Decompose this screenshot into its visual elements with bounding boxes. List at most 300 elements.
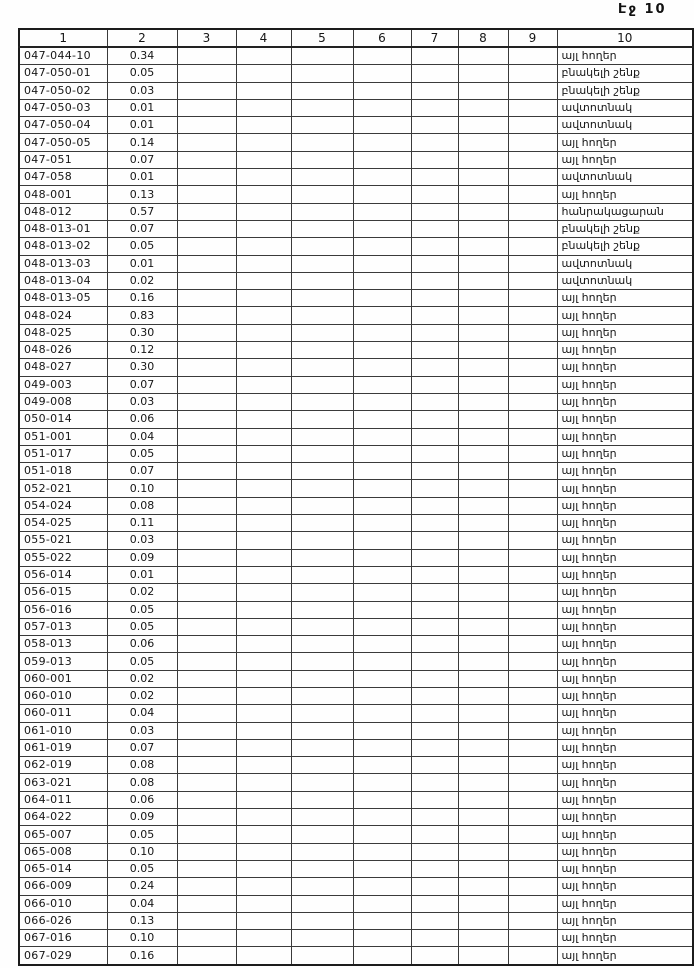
empty-cell: [291, 549, 353, 566]
parcel-code-cell: 047-050-03: [19, 99, 107, 116]
empty-cell: [508, 895, 557, 912]
table-row: [19, 549, 693, 566]
empty-cell: [458, 601, 508, 618]
parcel-code-cell: 061-010: [19, 722, 107, 739]
table-row: [19, 636, 693, 653]
empty-cell: [458, 393, 508, 410]
empty-cell: [411, 636, 458, 653]
empty-cell: [458, 653, 508, 670]
empty-cell: [508, 151, 557, 168]
empty-cell: [291, 878, 353, 895]
empty-cell: [353, 497, 411, 514]
empty-cell: [458, 532, 508, 549]
area-value-cell: 0.04: [107, 895, 177, 912]
empty-cell: [353, 636, 411, 653]
table-row: [19, 930, 693, 947]
empty-cell: [508, 757, 557, 774]
empty-cell: [236, 428, 291, 445]
table-row: [19, 290, 693, 307]
empty-cell: [236, 515, 291, 532]
table-row: [19, 445, 693, 462]
empty-cell: [458, 584, 508, 601]
empty-cell: [177, 722, 236, 739]
empty-cell: [236, 947, 291, 965]
empty-cell: [411, 151, 458, 168]
land-use-cell: այլ հողեր: [557, 722, 693, 739]
empty-cell: [411, 930, 458, 947]
empty-cell: [353, 722, 411, 739]
empty-cell: [177, 186, 236, 203]
parcel-code-cell: 057-013: [19, 618, 107, 635]
empty-cell: [177, 895, 236, 912]
empty-cell: [411, 809, 458, 826]
land-use-cell: այլ հողեր: [557, 653, 693, 670]
empty-cell: [508, 532, 557, 549]
empty-cell: [236, 687, 291, 704]
table-row: [19, 220, 693, 237]
empty-cell: [508, 878, 557, 895]
empty-cell: [291, 722, 353, 739]
empty-cell: [411, 255, 458, 272]
empty-cell: [411, 324, 458, 341]
empty-cell: [177, 359, 236, 376]
empty-cell: [291, 99, 353, 116]
parcel-code-cell: 047-050-02: [19, 82, 107, 99]
empty-cell: [291, 912, 353, 929]
empty-cell: [508, 445, 557, 462]
page-number: Էջ 10: [618, 2, 667, 17]
parcel-code-cell: 051-017: [19, 445, 107, 462]
empty-cell: [458, 497, 508, 514]
area-value-cell: 0.05: [107, 653, 177, 670]
parcel-code-cell: 065-014: [19, 860, 107, 877]
empty-cell: [291, 290, 353, 307]
table-row: [19, 584, 693, 601]
empty-cell: [353, 912, 411, 929]
parcel-code-cell: 060-011: [19, 705, 107, 722]
empty-cell: [236, 47, 291, 65]
column-header-6: 6: [353, 29, 411, 47]
table-row: [19, 722, 693, 739]
empty-cell: [508, 117, 557, 134]
empty-cell: [411, 272, 458, 289]
empty-cell: [236, 99, 291, 116]
empty-cell: [353, 480, 411, 497]
empty-cell: [508, 705, 557, 722]
empty-cell: [411, 342, 458, 359]
empty-cell: [458, 151, 508, 168]
empty-cell: [236, 117, 291, 134]
empty-cell: [508, 393, 557, 410]
land-use-cell: այլ հողեր: [557, 947, 693, 965]
land-use-cell: այլ հողեր: [557, 376, 693, 393]
empty-cell: [353, 930, 411, 947]
empty-cell: [411, 774, 458, 791]
empty-cell: [177, 238, 236, 255]
table-row: [19, 705, 693, 722]
empty-cell: [353, 307, 411, 324]
empty-cell: [291, 843, 353, 860]
parcel-code-cell: 055-022: [19, 549, 107, 566]
empty-cell: [508, 99, 557, 116]
land-use-cell: այլ հողեր: [557, 393, 693, 410]
empty-cell: [458, 549, 508, 566]
empty-cell: [411, 376, 458, 393]
table-row: [19, 428, 693, 445]
empty-cell: [458, 791, 508, 808]
empty-cell: [353, 532, 411, 549]
area-value-cell: 0.06: [107, 636, 177, 653]
table-row: [19, 393, 693, 410]
empty-cell: [411, 878, 458, 895]
empty-cell: [291, 342, 353, 359]
area-value-cell: 0.07: [107, 739, 177, 756]
area-value-cell: 0.04: [107, 428, 177, 445]
empty-cell: [177, 860, 236, 877]
area-value-cell: 0.08: [107, 497, 177, 514]
empty-cell: [291, 757, 353, 774]
empty-cell: [508, 272, 557, 289]
empty-cell: [458, 566, 508, 583]
empty-cell: [177, 272, 236, 289]
empty-cell: [353, 670, 411, 687]
area-value-cell: 0.08: [107, 774, 177, 791]
land-use-cell: այլ հողեր: [557, 463, 693, 480]
empty-cell: [291, 220, 353, 237]
empty-cell: [236, 601, 291, 618]
empty-cell: [236, 774, 291, 791]
empty-cell: [458, 947, 508, 965]
empty-cell: [508, 169, 557, 186]
parcel-code-cell: 061-019: [19, 739, 107, 756]
land-use-cell: այլ հողեր: [557, 566, 693, 583]
empty-cell: [458, 169, 508, 186]
empty-cell: [458, 186, 508, 203]
table-row: [19, 670, 693, 687]
land-use-cell: այլ հողեր: [557, 878, 693, 895]
empty-cell: [177, 584, 236, 601]
empty-cell: [458, 82, 508, 99]
empty-cell: [353, 393, 411, 410]
parcel-code-cell: 047-051: [19, 151, 107, 168]
land-use-cell: այլ հողեր: [557, 601, 693, 618]
empty-cell: [508, 463, 557, 480]
land-use-cell: այլ հողեր: [557, 791, 693, 808]
empty-cell: [411, 117, 458, 134]
empty-cell: [508, 497, 557, 514]
empty-cell: [353, 428, 411, 445]
empty-cell: [353, 359, 411, 376]
parcel-code-cell: 060-010: [19, 687, 107, 704]
empty-cell: [411, 860, 458, 877]
area-value-cell: 0.03: [107, 722, 177, 739]
empty-cell: [291, 947, 353, 965]
empty-cell: [291, 428, 353, 445]
empty-cell: [508, 47, 557, 65]
parcel-code-cell: 051-018: [19, 463, 107, 480]
empty-cell: [177, 82, 236, 99]
empty-cell: [291, 445, 353, 462]
area-value-cell: 0.09: [107, 809, 177, 826]
table-row: [19, 843, 693, 860]
land-use-cell: այլ հողեր: [557, 480, 693, 497]
table-row: [19, 757, 693, 774]
land-use-cell: այլ հողեր: [557, 860, 693, 877]
empty-cell: [353, 151, 411, 168]
land-use-cell: այլ հողեր: [557, 411, 693, 428]
empty-cell: [177, 65, 236, 82]
empty-cell: [508, 515, 557, 532]
parcel-code-cell: 058-013: [19, 636, 107, 653]
area-value-cell: 0.02: [107, 687, 177, 704]
area-value-cell: 0.10: [107, 480, 177, 497]
empty-cell: [177, 843, 236, 860]
land-use-cell: բնակելի շենք: [557, 220, 693, 237]
empty-cell: [353, 809, 411, 826]
area-value-cell: 0.01: [107, 169, 177, 186]
table-row: [19, 134, 693, 151]
empty-cell: [458, 220, 508, 237]
area-value-cell: 0.07: [107, 463, 177, 480]
land-use-cell: ավտոտնակ: [557, 255, 693, 272]
empty-cell: [177, 376, 236, 393]
empty-cell: [458, 705, 508, 722]
table-row: [19, 117, 693, 134]
empty-cell: [508, 359, 557, 376]
empty-cell: [236, 809, 291, 826]
empty-cell: [291, 791, 353, 808]
empty-cell: [177, 947, 236, 965]
empty-cell: [411, 290, 458, 307]
empty-cell: [508, 653, 557, 670]
empty-cell: [411, 445, 458, 462]
column-header-10: 10: [557, 29, 693, 47]
land-use-cell: այլ հողեր: [557, 618, 693, 635]
empty-cell: [353, 203, 411, 220]
area-value-cell: 0.16: [107, 947, 177, 965]
empty-cell: [291, 463, 353, 480]
empty-cell: [411, 203, 458, 220]
table-row: [19, 411, 693, 428]
area-value-cell: 0.07: [107, 151, 177, 168]
table-row: [19, 47, 693, 65]
empty-cell: [508, 342, 557, 359]
empty-cell: [177, 670, 236, 687]
table-row: [19, 515, 693, 532]
empty-cell: [177, 290, 236, 307]
empty-cell: [411, 584, 458, 601]
land-use-cell: այլ հողեր: [557, 515, 693, 532]
land-use-cell: այլ հողեր: [557, 809, 693, 826]
parcel-code-cell: 056-014: [19, 566, 107, 583]
empty-cell: [411, 566, 458, 583]
empty-cell: [177, 739, 236, 756]
parcel-code-cell: 047-050-04: [19, 117, 107, 134]
empty-cell: [458, 774, 508, 791]
land-use-cell: այլ հողեր: [557, 307, 693, 324]
empty-cell: [508, 549, 557, 566]
table-row: [19, 255, 693, 272]
empty-cell: [508, 65, 557, 82]
empty-cell: [508, 307, 557, 324]
empty-cell: [353, 117, 411, 134]
empty-cell: [236, 636, 291, 653]
empty-cell: [411, 843, 458, 860]
empty-cell: [236, 739, 291, 756]
empty-cell: [291, 272, 353, 289]
empty-cell: [177, 445, 236, 462]
parcel-code-cell: 048-024: [19, 307, 107, 324]
empty-cell: [458, 480, 508, 497]
table-row: [19, 774, 693, 791]
parcel-code-cell: 048-013-03: [19, 255, 107, 272]
empty-cell: [291, 653, 353, 670]
empty-cell: [236, 912, 291, 929]
empty-cell: [353, 757, 411, 774]
parcel-code-cell: 048-012: [19, 203, 107, 220]
empty-cell: [508, 687, 557, 704]
empty-cell: [291, 930, 353, 947]
table-row: [19, 272, 693, 289]
empty-cell: [508, 255, 557, 272]
land-use-cell: այլ հողեր: [557, 151, 693, 168]
empty-cell: [411, 480, 458, 497]
empty-cell: [458, 203, 508, 220]
land-use-cell: բնակելի շենք: [557, 238, 693, 255]
land-use-cell: այլ հողեր: [557, 324, 693, 341]
empty-cell: [411, 515, 458, 532]
empty-cell: [411, 653, 458, 670]
empty-cell: [411, 307, 458, 324]
empty-cell: [291, 705, 353, 722]
empty-cell: [411, 826, 458, 843]
table-row: [19, 324, 693, 341]
empty-cell: [177, 809, 236, 826]
empty-cell: [353, 687, 411, 704]
empty-cell: [291, 480, 353, 497]
land-use-cell: այլ հողեր: [557, 670, 693, 687]
parcel-code-cell: 054-025: [19, 515, 107, 532]
area-value-cell: 0.05: [107, 618, 177, 635]
parcel-code-cell: 066-026: [19, 912, 107, 929]
table-row: [19, 359, 693, 376]
empty-cell: [236, 307, 291, 324]
area-value-cell: 0.05: [107, 65, 177, 82]
parcel-code-cell: 056-016: [19, 601, 107, 618]
table-row: [19, 895, 693, 912]
column-header-1: 1: [19, 29, 107, 47]
empty-cell: [236, 393, 291, 410]
table-row: [19, 566, 693, 583]
column-header-5: 5: [291, 29, 353, 47]
empty-cell: [291, 670, 353, 687]
area-value-cell: 0.10: [107, 843, 177, 860]
empty-cell: [508, 82, 557, 99]
table-row: [19, 947, 693, 965]
column-header-7: 7: [411, 29, 458, 47]
table-row: [19, 186, 693, 203]
empty-cell: [411, 670, 458, 687]
empty-cell: [508, 203, 557, 220]
empty-cell: [508, 411, 557, 428]
empty-cell: [177, 878, 236, 895]
area-value-cell: 0.02: [107, 272, 177, 289]
empty-cell: [236, 151, 291, 168]
empty-cell: [236, 169, 291, 186]
land-use-cell: այլ հողեր: [557, 705, 693, 722]
land-use-cell: այլ հողեր: [557, 636, 693, 653]
land-use-cell: այլ հողեր: [557, 186, 693, 203]
empty-cell: [411, 895, 458, 912]
area-value-cell: 0.07: [107, 376, 177, 393]
area-value-cell: 0.01: [107, 99, 177, 116]
empty-cell: [353, 584, 411, 601]
empty-cell: [458, 342, 508, 359]
empty-cell: [508, 290, 557, 307]
area-value-cell: 0.02: [107, 584, 177, 601]
empty-cell: [353, 220, 411, 237]
empty-cell: [177, 307, 236, 324]
empty-cell: [411, 169, 458, 186]
empty-cell: [291, 739, 353, 756]
parcel-code-cell: 067-029: [19, 947, 107, 965]
area-value-cell: 0.34: [107, 47, 177, 65]
area-value-cell: 0.05: [107, 860, 177, 877]
area-value-cell: 0.03: [107, 532, 177, 549]
table-header-row: [19, 29, 693, 47]
empty-cell: [458, 290, 508, 307]
cadastre-parcel-table: [18, 28, 694, 966]
area-value-cell: 0.07: [107, 220, 177, 237]
area-value-cell: 0.02: [107, 670, 177, 687]
empty-cell: [177, 549, 236, 566]
empty-cell: [411, 220, 458, 237]
empty-cell: [458, 843, 508, 860]
empty-cell: [177, 342, 236, 359]
empty-cell: [353, 169, 411, 186]
empty-cell: [508, 722, 557, 739]
empty-cell: [291, 47, 353, 65]
empty-cell: [458, 255, 508, 272]
land-use-cell: այլ հողեր: [557, 47, 693, 65]
area-value-cell: 0.06: [107, 411, 177, 428]
empty-cell: [411, 912, 458, 929]
empty-cell: [291, 774, 353, 791]
empty-cell: [458, 411, 508, 428]
table-row: [19, 376, 693, 393]
table-row: [19, 169, 693, 186]
empty-cell: [291, 393, 353, 410]
empty-cell: [353, 774, 411, 791]
column-header-4: 4: [236, 29, 291, 47]
area-value-cell: 0.12: [107, 342, 177, 359]
parcel-code-cell: 066-010: [19, 895, 107, 912]
empty-cell: [353, 705, 411, 722]
empty-cell: [508, 618, 557, 635]
empty-cell: [411, 47, 458, 65]
area-value-cell: 0.05: [107, 445, 177, 462]
empty-cell: [177, 411, 236, 428]
parcel-code-cell: 055-021: [19, 532, 107, 549]
empty-cell: [291, 255, 353, 272]
area-value-cell: 0.24: [107, 878, 177, 895]
empty-cell: [353, 411, 411, 428]
land-use-cell: ավտոտնակ: [557, 117, 693, 134]
area-value-cell: 0.09: [107, 549, 177, 566]
empty-cell: [177, 220, 236, 237]
parcel-code-cell: 059-013: [19, 653, 107, 670]
land-use-cell: այլ հողեր: [557, 843, 693, 860]
